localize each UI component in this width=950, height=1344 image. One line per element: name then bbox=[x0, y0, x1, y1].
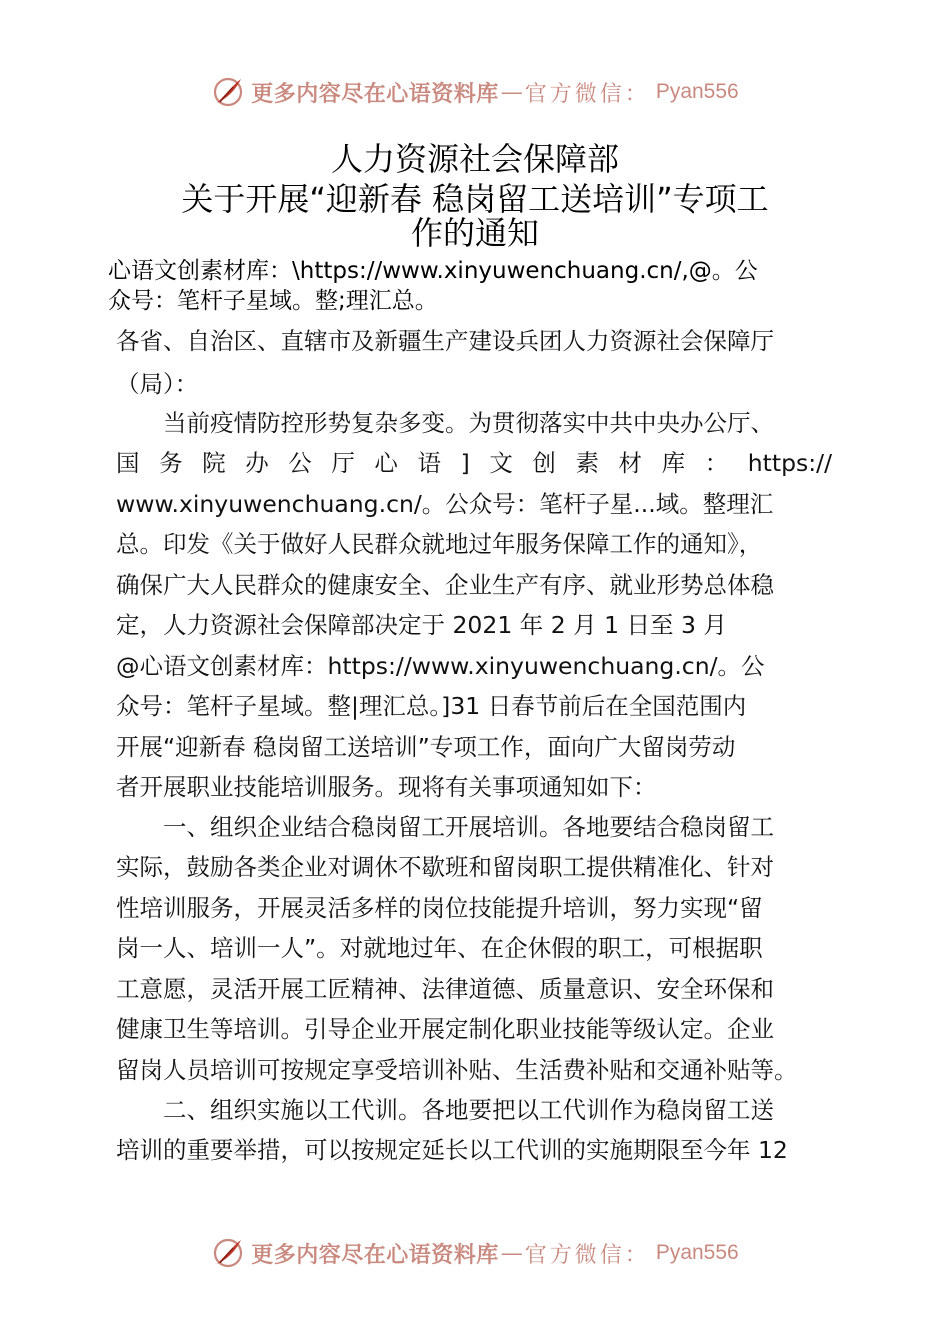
title-line-2: 关于开展“迎新春 稳岗留工送培训”专项工 bbox=[181, 180, 769, 218]
body-line: 定，人力资源社会保障部决定于 2021 年 2 月 1 日至 3 月 bbox=[116, 611, 727, 639]
body-line: 性培训服务，开展灵活多样的岗位技能提升培训，努力实现“留 bbox=[116, 894, 763, 922]
body-line: 者开展职业技能培训服务。现将有关事项通知如下： bbox=[116, 773, 657, 801]
source-note-line-1: 心语文创素材库：\https://www.xinyuwenchuang.cn/,@。公 bbox=[108, 258, 758, 284]
banner-separator: — bbox=[500, 1240, 523, 1266]
banner-text: 更多内容尽在心语资料库 bbox=[251, 1241, 499, 1268]
banner-text: 更多内容尽在心语资料库 bbox=[251, 80, 499, 107]
addressee-line-1: 各省、自治区、直辖市及新疆生产建设兵团人力资源社会保障厅 bbox=[116, 327, 774, 355]
body-line: 一、组织企业结合稳岗留工开展培训。各地要结合稳岗留工 bbox=[163, 813, 774, 841]
body-line: 培训的重要举措，可以按规定延长以工代训的实施期限至今年 12 bbox=[116, 1136, 788, 1164]
body-line: 众号：笔杆子星域。整|理汇总。]31 日春节前后在全国范围内 bbox=[116, 692, 747, 720]
banner-wechat-label: 官方微信： bbox=[524, 81, 650, 107]
body-line: 健康卫生等培训。引导企业开展定制化职业技能等级认定。企业 bbox=[116, 1015, 774, 1043]
body-line: 国务院办公厅心语]文创素材库：https:// bbox=[116, 449, 832, 477]
body-line: 当前疫情防控形势复杂多变。为贯彻落实中共中央办公厅、 bbox=[163, 409, 774, 437]
title-line-3: 作的通知 bbox=[410, 214, 539, 252]
banner-wechat-label: 官方微信： bbox=[524, 1242, 650, 1268]
body-line: 总。印发《关于做好人民群众就地过年服务保障工作的通知》， bbox=[116, 530, 763, 558]
header-banner bbox=[0, 72, 950, 112]
title-line-1: 人力资源社会保障部 bbox=[330, 140, 619, 178]
source-note-line-2: 众号：笔杆子星域。整;理汇总。 bbox=[108, 288, 438, 314]
body-line: 二、组织实施以工代训。各地要把以工代训作为稳岗留工送 bbox=[163, 1096, 774, 1124]
body-line: 确保广大人民群众的健康安全、企业生产有序、就业形势总体稳 bbox=[116, 571, 774, 599]
quill-pen-logo-icon bbox=[211, 1236, 245, 1270]
body-line: www.xinyuwenchuang.cn/。公众号：笔杆子星...域。整理汇 bbox=[116, 490, 774, 518]
body-line: 留岗人员培训可按规定享受培训补贴、生活费补贴和交通补贴等。 bbox=[116, 1056, 798, 1084]
addressee-line-2: （局）： bbox=[116, 370, 199, 398]
quill-pen-logo-icon bbox=[211, 75, 245, 109]
body-line: 岗一人、培训一人”。对就地过年、在企休假的职工，可根据职 bbox=[116, 934, 763, 962]
body-line: @心语文创素材库：https://www.xinyuwenchuang.cn/。公 bbox=[116, 652, 765, 680]
footer-banner bbox=[0, 1233, 950, 1273]
banner-separator: — bbox=[500, 79, 523, 105]
body-line: 工意愿，灵活开展工匠精神、法律道德、质量意识、安全环保和 bbox=[116, 975, 774, 1003]
body-line: 实际，鼓励各类企业对调休不歇班和留岗职工提供精准化、针对 bbox=[116, 853, 774, 881]
banner-wechat-id: Pyan556 bbox=[655, 80, 739, 103]
body-line: 开展“迎新春 稳岗留工送培训”专项工作，面向广大留岗劳动 bbox=[116, 733, 736, 761]
banner-wechat-id: Pyan556 bbox=[655, 1241, 739, 1264]
